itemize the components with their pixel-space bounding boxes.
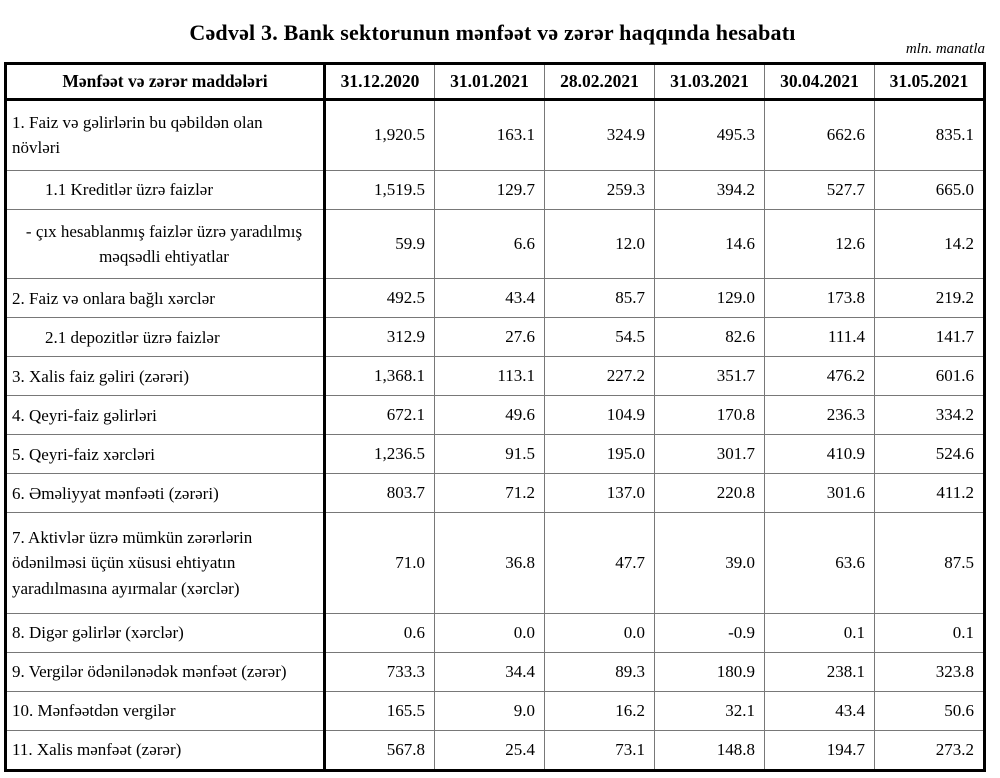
- cell-value: 71.2: [435, 474, 545, 513]
- cell-value: 47.7: [545, 513, 655, 613]
- cell-value: 1,519.5: [325, 170, 435, 209]
- cell-value: 665.0: [875, 170, 985, 209]
- cell-value: 1,368.1: [325, 357, 435, 396]
- cell-value: 165.5: [325, 691, 435, 730]
- table-body: [6, 100, 985, 771]
- cell-value: 104.9: [545, 396, 655, 435]
- row-label: 4. Qeyri-faiz gəlirləri: [6, 396, 325, 435]
- row-label: 11. Xalis mənfəət (zərər): [6, 730, 325, 770]
- table-row: [6, 613, 985, 652]
- cell-value: 173.8: [765, 279, 875, 318]
- row-label: 2. Faiz və onlara bağlı xərclər: [6, 279, 325, 318]
- cell-value: 312.9: [325, 318, 435, 357]
- cell-value: 1,236.5: [325, 435, 435, 474]
- row-label: 6. Əməliyyat mənfəəti (zərəri): [6, 474, 325, 513]
- cell-value: 113.1: [435, 357, 545, 396]
- cell-value: 273.2: [875, 730, 985, 770]
- cell-value: 89.3: [545, 652, 655, 691]
- cell-value: 733.3: [325, 652, 435, 691]
- row-label: 9. Vergilər ödənilənədək mənfəət (zərər): [6, 652, 325, 691]
- cell-value: 0.6: [325, 613, 435, 652]
- table-row: [6, 730, 985, 770]
- row-label: 2.1 depozitlər üzrə faizlər: [6, 318, 325, 357]
- header-items-column: Mənfəət və zərər maddələri: [6, 64, 325, 100]
- cell-value: 170.8: [655, 396, 765, 435]
- cell-value: 672.1: [325, 396, 435, 435]
- cell-value: 129.7: [435, 170, 545, 209]
- table-row: [6, 318, 985, 357]
- cell-value: 12.0: [545, 209, 655, 279]
- cell-value: 14.6: [655, 209, 765, 279]
- cell-value: 36.8: [435, 513, 545, 613]
- cell-value: 14.2: [875, 209, 985, 279]
- cell-value: 524.6: [875, 435, 985, 474]
- header-date-column: 31.05.2021: [875, 64, 985, 100]
- cell-value: 50.6: [875, 691, 985, 730]
- row-label: 7. Aktivlər üzrə mümkün zərərlərin ödənilməsi üçün xüsusi ehtiyatın yaradılmasına ayırmalar (xərclər): [6, 513, 325, 613]
- cell-value: 220.8: [655, 474, 765, 513]
- cell-value: 236.3: [765, 396, 875, 435]
- table-row: [6, 357, 985, 396]
- cell-value: 301.6: [765, 474, 875, 513]
- table-row: [6, 435, 985, 474]
- cell-value: 59.9: [325, 209, 435, 279]
- cell-value: 0.0: [435, 613, 545, 652]
- table-row: [6, 691, 985, 730]
- row-label: - çıx hesablanmış faizlər üzrə yaradılmış məqsədli ehtiyatlar: [6, 209, 325, 279]
- cell-value: 259.3: [545, 170, 655, 209]
- unit-note: mln. manatla: [905, 41, 985, 57]
- cell-value: 0.1: [875, 613, 985, 652]
- cell-value: 0.1: [765, 613, 875, 652]
- cell-value: 219.2: [875, 279, 985, 318]
- cell-value: 227.2: [545, 357, 655, 396]
- cell-value: 27.6: [435, 318, 545, 357]
- cell-value: 662.6: [765, 100, 875, 171]
- cell-value: 71.0: [325, 513, 435, 613]
- header-date-column: 31.01.2021: [435, 64, 545, 100]
- cell-value: 410.9: [765, 435, 875, 474]
- cell-value: 411.2: [875, 474, 985, 513]
- cell-value: 6.6: [435, 209, 545, 279]
- row-label: 5. Qeyri-faiz xərcləri: [6, 435, 325, 474]
- profit-loss-table: [4, 62, 986, 772]
- table-row: [6, 279, 985, 318]
- cell-value: 163.1: [435, 100, 545, 171]
- cell-value: 82.6: [655, 318, 765, 357]
- row-label: 8. Digər gəlirlər (xərclər): [6, 613, 325, 652]
- cell-value: 12.6: [765, 209, 875, 279]
- row-label: 3. Xalis faiz gəliri (zərəri): [6, 357, 325, 396]
- cell-value: 34.4: [435, 652, 545, 691]
- cell-value: 148.8: [655, 730, 765, 770]
- cell-value: 835.1: [875, 100, 985, 171]
- cell-value: 394.2: [655, 170, 765, 209]
- cell-value: 351.7: [655, 357, 765, 396]
- cell-value: 0.0: [545, 613, 655, 652]
- table-header: [6, 64, 985, 100]
- cell-value: -0.9: [655, 613, 765, 652]
- cell-value: 32.1: [655, 691, 765, 730]
- cell-value: 238.1: [765, 652, 875, 691]
- table-row: [6, 652, 985, 691]
- table-row: [6, 170, 985, 209]
- header-date-column: 31.03.2021: [655, 64, 765, 100]
- table-row: [6, 396, 985, 435]
- cell-value: 194.7: [765, 730, 875, 770]
- cell-value: 180.9: [655, 652, 765, 691]
- row-label: 1. Faiz və gəlirlərin bu qəbildən olan növləri: [6, 100, 325, 171]
- page-title: Cədvəl 3. Bank sektorunun mənfəət və zərər haqqında hesabatı: [189, 20, 796, 45]
- cell-value: 323.8: [875, 652, 985, 691]
- table-row: [6, 513, 985, 613]
- table-row: [6, 474, 985, 513]
- header-row: [6, 64, 985, 100]
- cell-value: 601.6: [875, 357, 985, 396]
- row-label: 1.1 Kreditlər üzrə faizlər: [6, 170, 325, 209]
- cell-value: 54.5: [545, 318, 655, 357]
- cell-value: 137.0: [545, 474, 655, 513]
- cell-value: 1,920.5: [325, 100, 435, 171]
- cell-value: 49.6: [435, 396, 545, 435]
- cell-value: 334.2: [875, 396, 985, 435]
- cell-value: 43.4: [765, 691, 875, 730]
- cell-value: 495.3: [655, 100, 765, 171]
- cell-value: 527.7: [765, 170, 875, 209]
- cell-value: 43.4: [435, 279, 545, 318]
- cell-value: 85.7: [545, 279, 655, 318]
- cell-value: 129.0: [655, 279, 765, 318]
- cell-value: 195.0: [545, 435, 655, 474]
- header-date-column: 31.12.2020: [325, 64, 435, 100]
- cell-value: 25.4: [435, 730, 545, 770]
- cell-value: 73.1: [545, 730, 655, 770]
- header-date-column: 30.04.2021: [765, 64, 875, 100]
- cell-value: 476.2: [765, 357, 875, 396]
- cell-value: 87.5: [875, 513, 985, 613]
- table-row: [6, 100, 985, 171]
- cell-value: 39.0: [655, 513, 765, 613]
- cell-value: 324.9: [545, 100, 655, 171]
- table-row: [6, 209, 985, 279]
- cell-value: 803.7: [325, 474, 435, 513]
- row-label: 10. Mənfəətdən vergilər: [6, 691, 325, 730]
- cell-value: 9.0: [435, 691, 545, 730]
- cell-value: 16.2: [545, 691, 655, 730]
- cell-value: 492.5: [325, 279, 435, 318]
- cell-value: 111.4: [765, 318, 875, 357]
- header-date-column: 28.02.2021: [545, 64, 655, 100]
- cell-value: 63.6: [765, 513, 875, 613]
- cell-value: 301.7: [655, 435, 765, 474]
- cell-value: 91.5: [435, 435, 545, 474]
- cell-value: 141.7: [875, 318, 985, 357]
- cell-value: 567.8: [325, 730, 435, 770]
